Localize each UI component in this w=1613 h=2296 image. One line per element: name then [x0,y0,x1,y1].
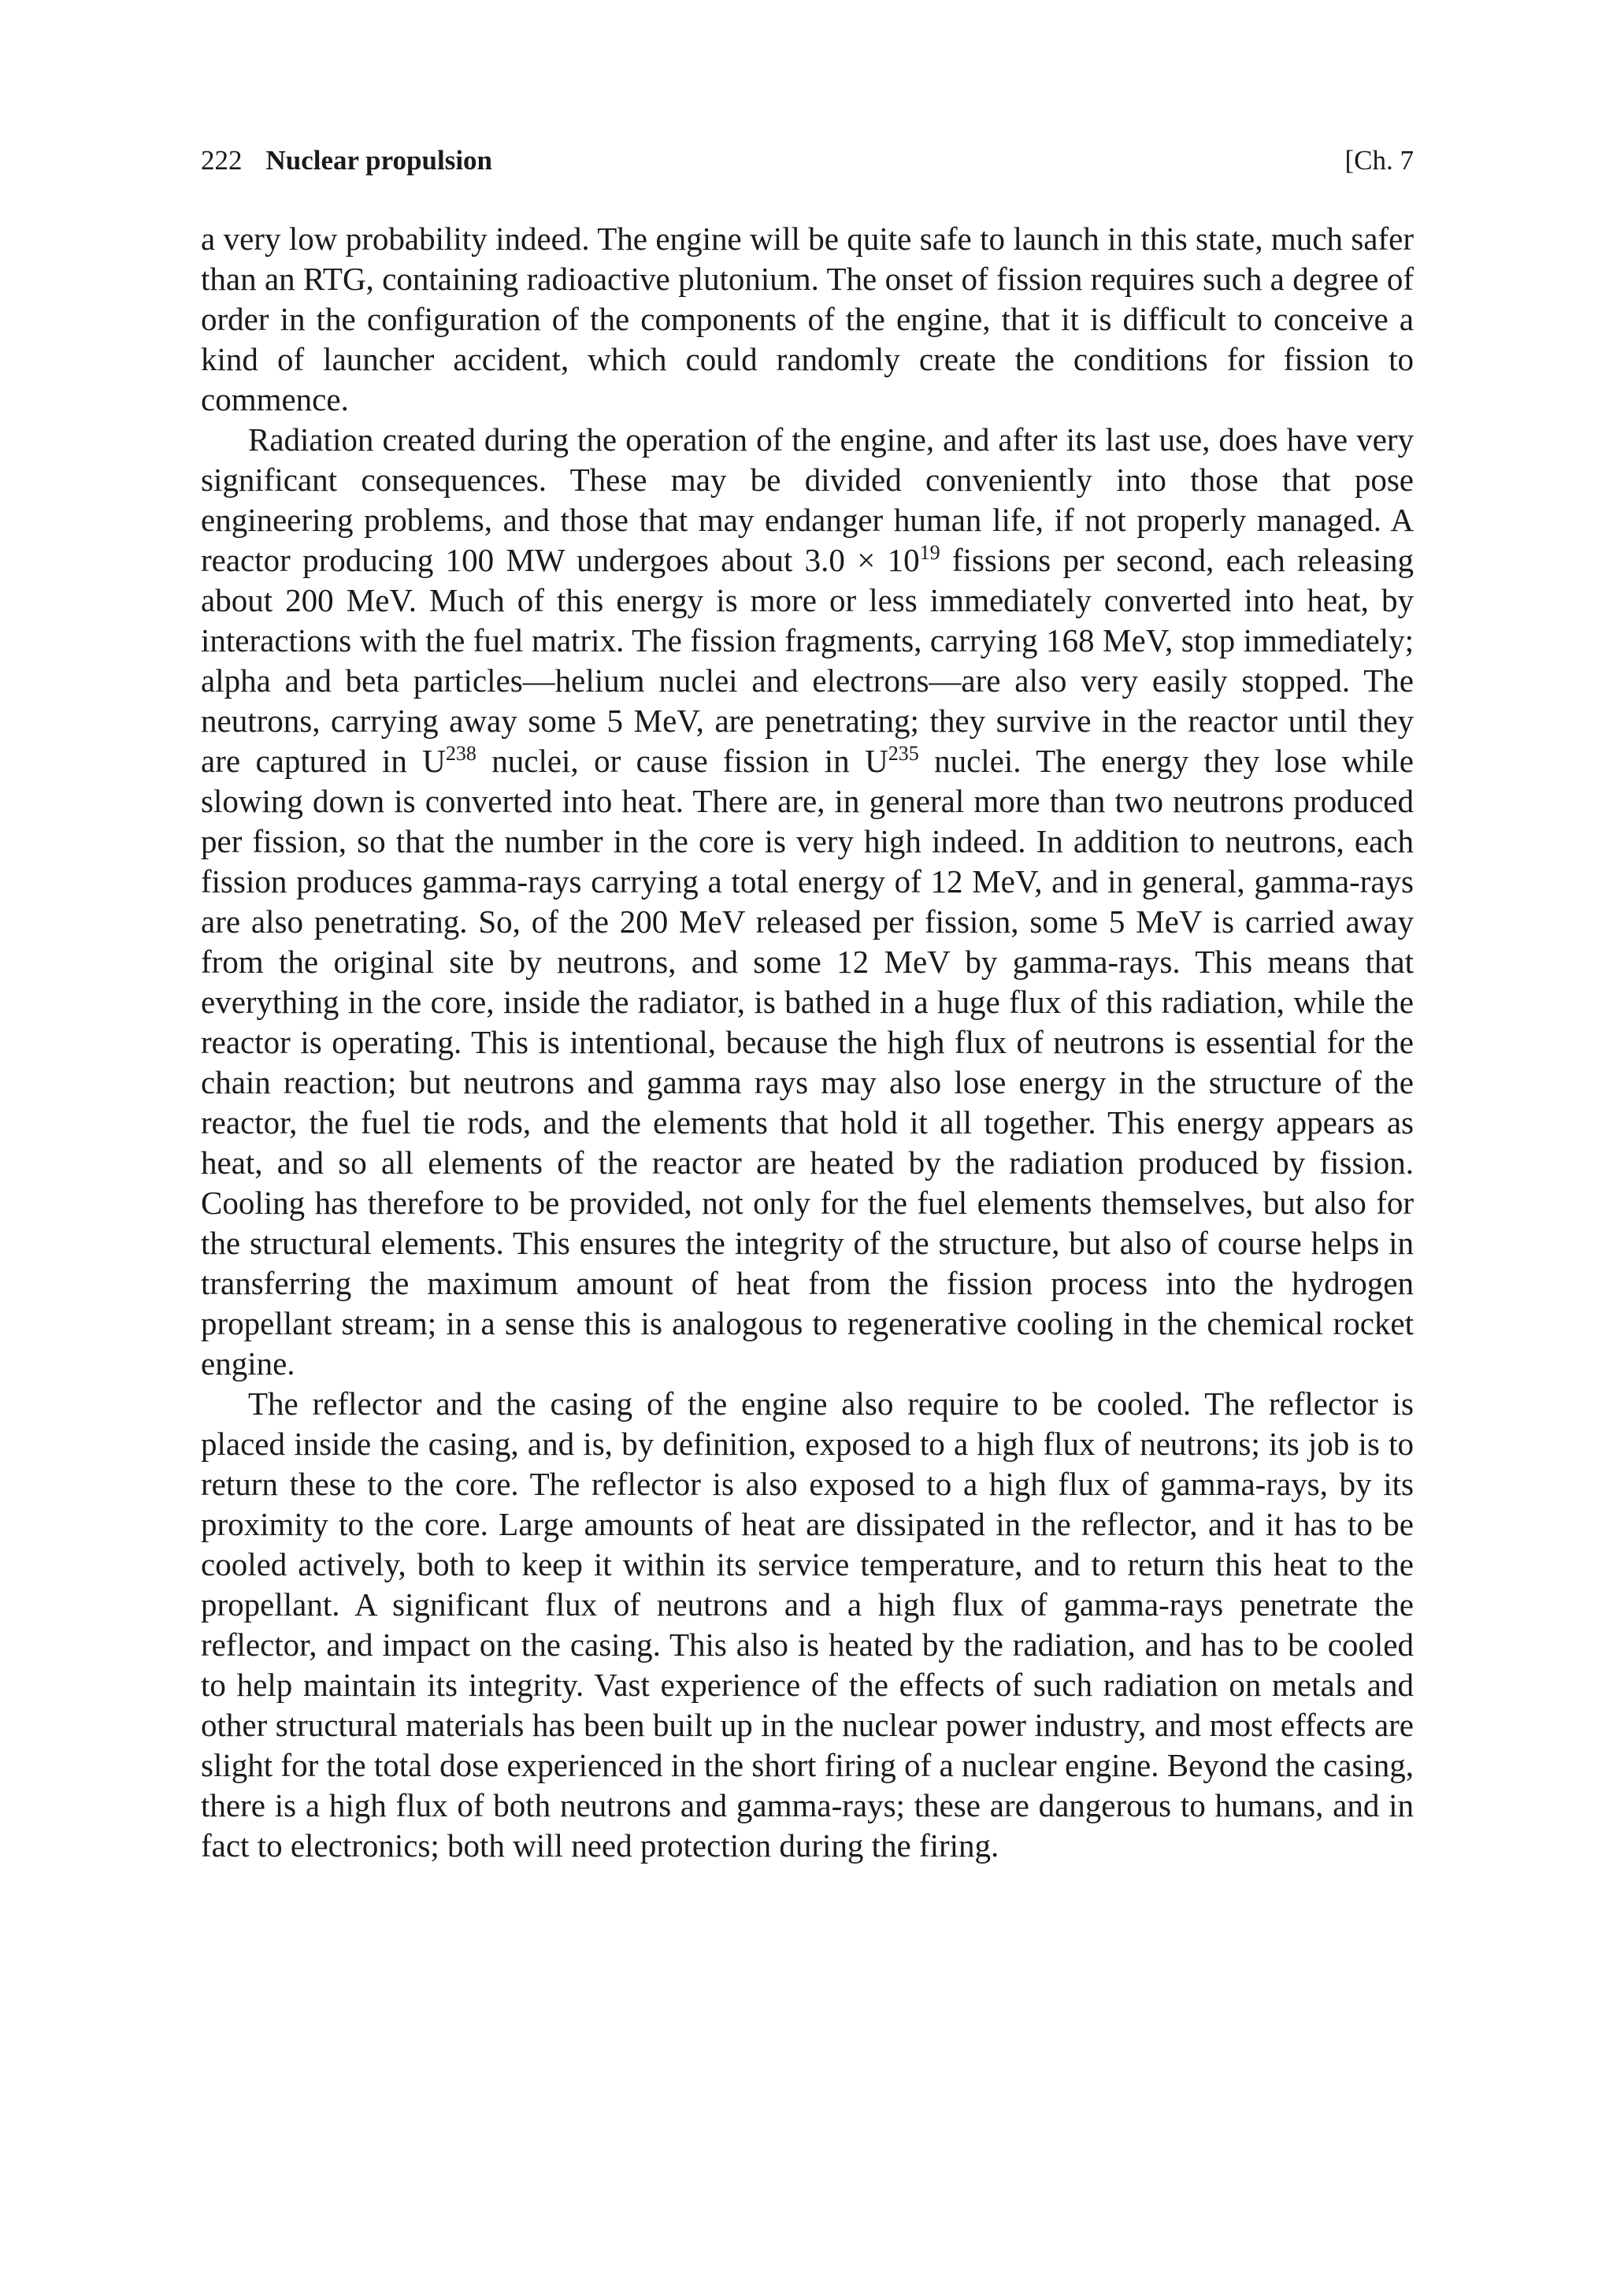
book-page [201,139,1414,1866]
running-header [201,139,1414,183]
chapter-reference: [Ch. 7 [1344,145,1414,176]
paragraph-2-part-3: nuclei, or cause fission in U [476,743,888,779]
body-text [201,219,1414,1866]
paragraph-1: a very low probability indeed. The engine will be quite safe to launch in this state, much safer than an RTG, containing radioactive plutonium. The onset of fission requires such a degree of order in the configuration of the components of the engine, that it is difficult to conceive a kind of launcher accident, which could randomly create the conditions for fission to commence. [201,221,1414,417]
paragraph-3: The reflector and the casing of the engine also require to be cooled. The reflector is placed inside the casing, and is, by definition, exposed to a high flux of neutrons; its job is to return these to the core. The reflector is also exposed to a high flux of gamma-rays, by its proximity to the core. Large amounts of heat are dissipated in the reflector, and it has to be cooled actively, both to keep it within its service temperature, and to return this heat to the propellant. A significant flux of neutrons and a high flux of gamma-rays penetrate the reflector, and impact on the casing. This also is heated by the radiation, and has to be cooled to help maintain its integrity. Vast experience of the effects of such radiation on metals and other structural materials has been built up in the nuclear power industry, and most effects are slight for the total dose experienced in the short firing of a nuclear engine. Beyond the casing, there is a high flux of both neutrons and gamma-rays; these are dangerous to humans, and in fact to electronics; both will need protection during the firing. [201,1385,1414,1864]
paragraph-2 [201,420,1414,1384]
paragraph-2-part-2: fissions per second, each releasing about 200 MeV. Much of this energy is more or less immediately converted into heat, by interactions with the fuel matrix. The fission fragments, carrying 168 MeV, stop immediately; alpha and beta particles—helium nuclei and electrons—are also very easily stopped. The neutrons, carrying away some 5 MeV, are penetrating; they survive in the reactor until they are captured in U [201,542,1414,779]
paragraph-2-part-1: Radiation created during the operation of the engine, and after its last use, does have very significant consequences. These may be divided conveniently into those that pose engineering problems, and those that may endanger human life, if not properly managed. A reactor producing 100 MW undergoes about 3.0 × 10 [201,421,1414,578]
isotope-235: 235 [888,742,919,765]
exponent-19: 19 [919,541,940,564]
chapter-title: Nuclear propulsion [265,145,493,176]
isotope-238: 238 [445,742,476,765]
page-number: 222 [201,145,243,176]
paragraph-2-part-4: nuclei. The energy they lose while slowing down is converted into heat. There are, in general more than two neutrons produced per fission, so that the number in the core is very high indeed. In addition to neutrons, each fission produces gamma-rays carrying a total energy of 12 MeV, and in general, gamma-rays are also penetrating. So, of the 200 MeV released per fission, some 5 MeV is carried away from the original site by neutrons, and some 12 MeV by gamma-rays. This means that everything in the core, inside the radiator, is bathed in a huge flux of this radiation, while the reactor is operating. This is intentional, because the high flux of neutrons is essential for the chain reaction; but neutrons and gamma rays may also lose energy in the structure of the reactor, the fuel tie rods, and the elements that hold it all together. This energy appears as heat, and so all elements of the reactor are heated by the radiation produced by fission. Cooling has therefore to be provided, not only for the fuel elements themselves, but also for the structural elements. This ensures the integrity of the structure, but also of course helps in transferring the maximum amount of heat from the fission process into the hydrogen propellant stream; in a sense this is analogous to regenerative cooling in the chemical rocket engine. [201,743,1414,1382]
